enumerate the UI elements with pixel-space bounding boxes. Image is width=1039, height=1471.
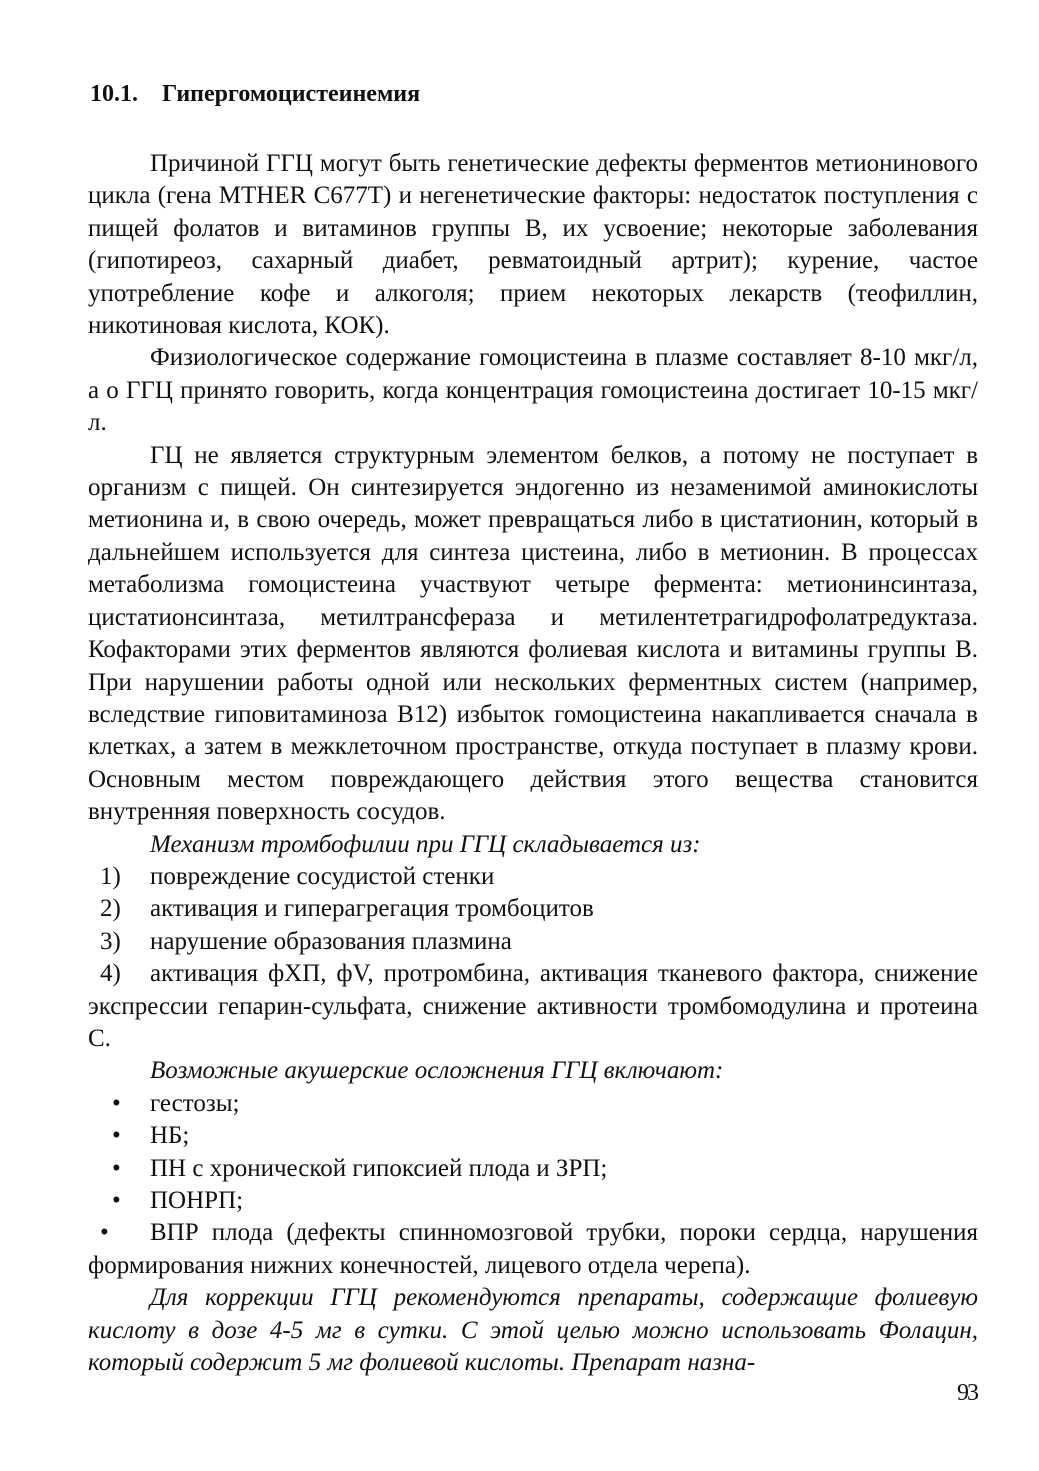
bullet-marker: • [112, 1089, 121, 1117]
list-item [88, 893, 978, 925]
page-body [88, 78, 978, 1379]
complications-list [88, 1088, 978, 1282]
list-item-text: ПН с хронической гипоксией плода и ЗРП; [150, 1154, 608, 1182]
list-item [88, 958, 978, 1055]
list-item-text: ПОНРП; [150, 1187, 244, 1214]
list-item [88, 1153, 978, 1185]
section-title: Гипергомоцистеинемия [162, 81, 421, 107]
mechanism-intro: Механизм тромбофилии при ГГЦ складывается из: [150, 830, 701, 858]
complications-intro: Возможные акушерские осложнения ГГЦ включают: [150, 1057, 724, 1085]
list-item [88, 1185, 978, 1217]
list-marker: 2) [100, 895, 121, 923]
list-marker: 1) [100, 862, 121, 890]
list-item-text: активация фХП, фV, протромбина, активация тканевого фактора, снижение экспрессии гепарин-сульфата, снижение активности тромбомодулина и протеина С. [88, 960, 978, 1052]
mechanism-list [88, 861, 978, 1055]
list-item-text: активация и гиперагрегация тромбоцитов [150, 895, 594, 923]
list-item [88, 926, 978, 958]
section-heading [90, 78, 978, 110]
list-item [88, 861, 978, 893]
list-item [88, 1088, 978, 1120]
bullet-marker: • [112, 1187, 121, 1214]
list-item-text: НБ; [150, 1122, 190, 1150]
list-marker: 3) [100, 927, 121, 955]
list-item [88, 1217, 978, 1282]
list-marker: 4) [100, 960, 121, 988]
paragraph-causes: Причиной ГГЦ могут быть генетические дефекты ферментов метионинового цикла (гена MTHER C677T) и негенетические факторы: недостаток поступления с пищей фолатов и витаминов группы В, их усвоение; некоторые заболевания (гипотиреоз, сахарный диабет, ревматоидный артрит); курение, частое употребление кофе и алкоголя; прием некоторых лекарств (теофиллин, никотиновая кислота, КОК). [88, 150, 978, 340]
paragraph-physiology: Физиологическое содержание гомоцистеина в плазме составляет 8-10 мкг/л, а о ГГЦ принято говорить, когда концентрация гомоцистеина достигает 10-15 мкг/л. [88, 344, 978, 437]
bullet-marker: • [112, 1122, 121, 1150]
list-item-text: повреждение сосудистой стенки [150, 862, 495, 890]
list-item [88, 1120, 978, 1152]
section-number: 10.1. [90, 81, 138, 107]
bullet-marker: • [112, 1154, 121, 1182]
list-item-text: гестозы; [150, 1089, 240, 1117]
list-item-text: ВПР плода (дефекты спинномозговой трубки, пороки сердца, нарушения формирования нижних конечностей, лицевого отдела черепа). [88, 1219, 978, 1279]
list-item-text: нарушение образования плазмина [150, 927, 512, 955]
bullet-marker: • [100, 1219, 109, 1247]
page-number: 93 [957, 1380, 977, 1406]
paragraph-metabolism: ГЦ не является структурным элементом белков, а потому не поступает в организм с пищей. Он синтезируется эндогенно из незаменимой аминокислоты метионина и, в свою очередь, может превращаться либо в цистатионин, который в дальнейшем используется для синтеза цистеина, либо в метионин. В процессах метаболизма гомоцистеина участвуют четыре фермента: метионинсинтаза, цистатионсинтаза, метилтрансфераза и метилентетрагидрофолатредуктаза. Кофакторами этих ферментов являются фолиевая кислота и витамины группы В. При нарушении работы одной или нескольких ферментных систем (например, вследствие гиповитаминоза В12) избыток гомоцистеина накапливается сначала в клетках, а затем в межклеточном пространстве, откуда поступает в плазму крови. Основным местом повреждающего действия этого вещества становится внутренняя поверхность сосудов. [88, 441, 978, 826]
paragraph-correction: Для коррекции ГГЦ рекомендуются препараты, содержащие фолиевую кислоту в дозе 4-5 мг в сутки. С этой целью можно использовать Фолацин, который содержит 5 мг фолиевой кислоты. Препарат назна- [88, 1284, 978, 1377]
